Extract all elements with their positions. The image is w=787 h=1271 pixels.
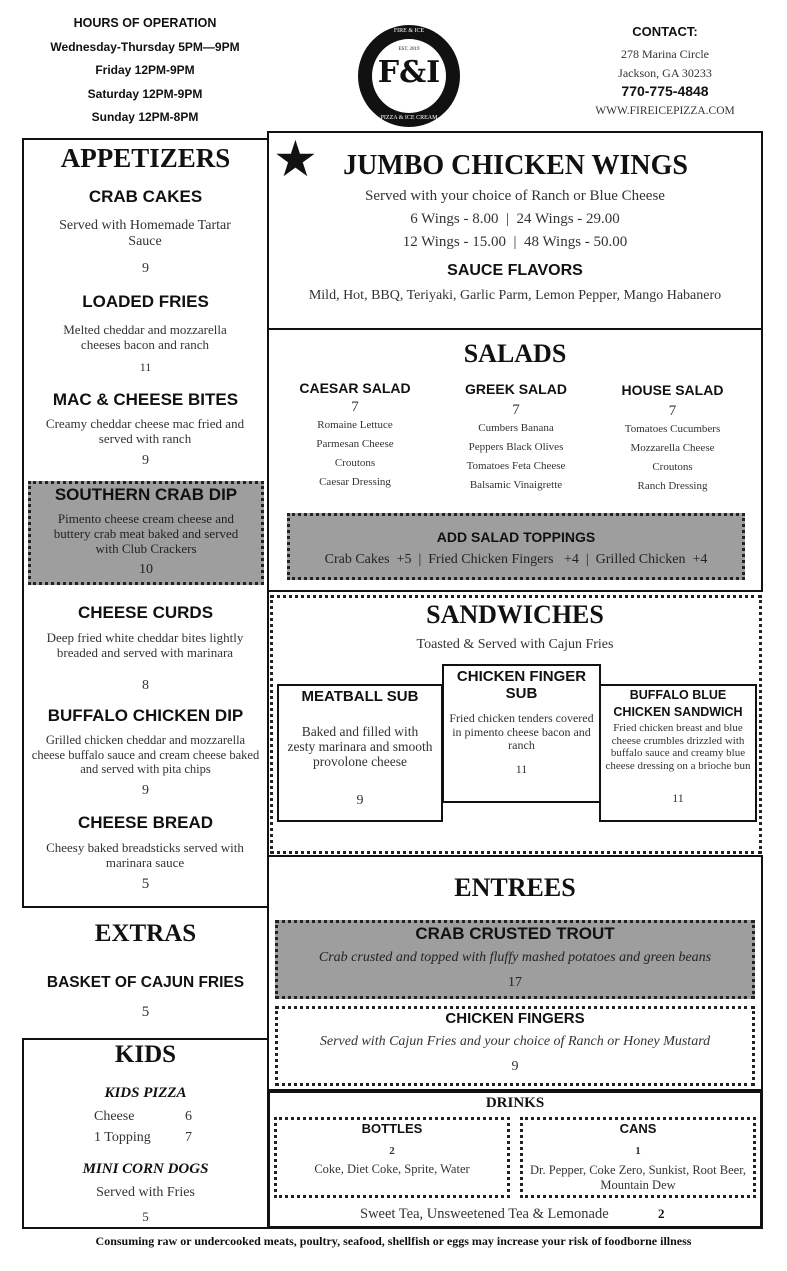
wings-prices: 6 Wings - 8.00 | 24 Wings - 29.00 xyxy=(410,211,620,227)
option-price: 6 xyxy=(185,1109,192,1124)
item-price: 9 xyxy=(142,453,149,468)
item-desc: Dr. Pepper, Coke Zero, Sunkist, Root Beer, Mountain Dew xyxy=(530,1163,746,1192)
item-name: KIDS PIZZA xyxy=(104,1085,187,1101)
contact-title: CONTACT: xyxy=(632,24,698,39)
item-desc: Served with Homemade Tartar Sauce xyxy=(59,218,231,249)
item-price: 8 xyxy=(142,678,149,693)
item-name: BASKET OF CAJUN FRIES xyxy=(46,974,245,991)
tea-list: Sweet Tea, Unsweetened Tea & Lemonade xyxy=(360,1206,609,1222)
ingredient: Tomatoes Feta Cheese xyxy=(466,460,566,472)
item-desc: Deep fried white cheddar bites lightly breaded and served with marinara xyxy=(46,630,244,660)
option-price: 7 xyxy=(185,1130,192,1145)
option-label: 1 Topping xyxy=(94,1130,151,1145)
item-name: MAC & CHEESE BITES xyxy=(52,390,239,409)
salad-toppings-box xyxy=(287,513,745,580)
item-price: 7 xyxy=(668,403,677,419)
ingredient: Croutons xyxy=(334,457,376,469)
hours-line: Friday 12PM-9PM xyxy=(95,63,195,77)
appetizers-title: APPETIZERS xyxy=(60,143,231,173)
item-price: 5 xyxy=(142,1209,149,1224)
item-name: CHEESE CURDS xyxy=(77,603,214,622)
item-name: MEATBALL SUB xyxy=(301,688,419,705)
item-name: CANS xyxy=(619,1121,657,1136)
logo-text: F&I xyxy=(377,55,441,90)
ingredient: Romaine Lettuce xyxy=(317,419,393,431)
hours-line: Wednesday-Thursday 5PM—9PM xyxy=(50,40,240,54)
wings-subtitle: Served with your choice of Ranch or Blue Cheese xyxy=(365,188,665,204)
item-price: 9 xyxy=(356,793,364,808)
item-price: 7 xyxy=(512,402,520,418)
item-price: 17 xyxy=(508,975,522,990)
ingredient: Balsamic Vinaigrette xyxy=(469,479,563,491)
item-desc: Crab crusted and topped with fluffy mashed potatoes and green beans xyxy=(318,950,712,965)
option-label: Cheese xyxy=(94,1109,135,1124)
kids-title: KIDS xyxy=(114,1041,177,1068)
item-name: CRAB CAKES xyxy=(88,187,203,206)
item-price: 5 xyxy=(141,876,150,892)
address-line: 278 Marina Circle xyxy=(621,47,709,61)
item-desc: Served with Cajun Fries and your choice of Ranch or Honey Mustard xyxy=(319,1034,711,1049)
sauce-title: SAUCE FLAVORS xyxy=(447,262,583,279)
salad-item xyxy=(605,382,740,496)
ingredient: Parmesan Cheese xyxy=(316,438,394,450)
item-name: SOUTHERN CRAB DIP xyxy=(54,485,238,504)
item-price: 2 xyxy=(389,1145,395,1157)
item-desc: Fried chicken tenders covered in pimento cheese bacon and ranch xyxy=(449,711,594,752)
logo-ring-bottom: PIZZA & ICE CREAM xyxy=(380,115,438,121)
item-name: BUFFALO BLUE CHICKEN SANDWICH xyxy=(613,688,743,719)
item-desc: Pimento cheese cream cheese and buttery crab meat baked and served with Club Crackers xyxy=(53,511,239,556)
ingredient: Croutons xyxy=(652,461,693,473)
item-desc: Melted cheddar and mozzarella cheeses bacon and ranch xyxy=(63,322,227,352)
ingredient: Caesar Dressing xyxy=(319,476,391,488)
item-desc: Grilled chicken cheddar and mozzarella cheese buffalo sauce and cream cheese baked and served with pita chips xyxy=(31,733,260,776)
item-price: 7 xyxy=(351,399,359,415)
item-name: CHEESE BREAD xyxy=(77,813,214,832)
ingredient: Tomatoes Cucumbers xyxy=(624,423,721,435)
toppings-list: Crab Cakes +5 | Fried Chicken Fingers +4 | Grilled Chicken +4 xyxy=(324,552,708,567)
item-price: 1 xyxy=(635,1145,641,1157)
item-price: 9 xyxy=(142,261,149,276)
item-desc: Creamy cheddar cheese mac fried and served with ranch xyxy=(45,416,245,446)
item-desc: Cheesy baked breadsticks served with marinara sauce xyxy=(46,840,244,870)
tea-price: 2 xyxy=(658,1206,665,1221)
drinks-title: DRINKS xyxy=(485,1095,545,1111)
sandwiches-title: SANDWICHES xyxy=(426,600,604,629)
hours-title: HOURS OF OPERATION xyxy=(73,16,217,30)
salad-item xyxy=(290,380,420,492)
ingredient: Peppers Black Olives xyxy=(468,441,564,453)
sandwiches-subtitle: Toasted & Served with Cajun Fries xyxy=(416,637,614,652)
item-price: 5 xyxy=(141,1004,150,1020)
wings-title: JUMBO CHICKEN WINGS xyxy=(343,150,688,181)
extras-title: EXTRAS xyxy=(94,920,197,947)
item-price: 11 xyxy=(672,791,684,805)
food-safety-disclaimer: Consuming raw or undercooked meats, poultry, seafood, shellfish or eggs may increase your risk of foodborne illness xyxy=(95,1234,692,1248)
logo-est: EST. 2019 xyxy=(398,47,420,52)
item-desc: Served with Fries xyxy=(96,1185,195,1200)
logo-ring-top: FIRE & ICE xyxy=(393,28,425,34)
wings-prices: 12 Wings - 15.00 | 48 Wings - 50.00 xyxy=(402,234,628,250)
item-name: CHICKEN FINGER SUB xyxy=(456,668,587,702)
item-name: LOADED FRIES xyxy=(82,292,209,311)
item-name: HOUSE SALAD xyxy=(621,382,724,398)
item-name: CAESAR SALAD xyxy=(299,380,411,396)
ingredient: Ranch Dressing xyxy=(637,480,708,492)
ingredient: Mozzarella Cheese xyxy=(630,442,715,454)
sauce-list: Mild, Hot, BBQ, Teriyaki, Garlic Parm, Lemon Pepper, Mango Habanero xyxy=(308,288,722,303)
salad-item xyxy=(446,381,586,495)
item-name: MINI CORN DOGS xyxy=(82,1161,209,1177)
phone[interactable]: 770-775-4848 xyxy=(621,83,709,99)
hours-line: Sunday 12PM-8PM xyxy=(91,110,199,124)
salads-title: SALADS xyxy=(463,339,567,368)
logo xyxy=(358,25,460,127)
item-name: BUFFALO CHICKEN DIP xyxy=(47,706,244,725)
item-desc: Coke, Diet Coke, Sprite, Water xyxy=(314,1162,470,1176)
item-name: CHICKEN FINGERS xyxy=(445,1010,585,1027)
star-icon: ★ xyxy=(273,131,318,187)
address-line: Jackson, GA 30233 xyxy=(618,66,712,80)
item-name: BOTTLES xyxy=(361,1121,423,1136)
item-desc: Baked and filled with zesty marinara and smooth provolone cheese xyxy=(287,724,433,769)
entrees-title: ENTREES xyxy=(454,873,576,902)
item-name: CRAB CRUSTED TROUT xyxy=(415,924,615,943)
item-price: 11 xyxy=(139,360,152,374)
item-price: 9 xyxy=(511,1059,519,1074)
item-price: 10 xyxy=(139,562,153,577)
ingredient: Cumbers Banana xyxy=(478,422,554,434)
item-name: GREEK SALAD xyxy=(465,381,567,397)
website-link[interactable]: WWW.FIREICEPIZZA.COM xyxy=(595,105,735,117)
item-price: 9 xyxy=(142,783,149,798)
toppings-title: ADD SALAD TOPPINGS xyxy=(436,529,596,545)
hours-line: Saturday 12PM-9PM xyxy=(87,87,203,101)
item-price: 11 xyxy=(515,762,528,776)
item-desc: Fried chicken breast and blue cheese crumbles drizzled with buffalo sauce and creamy blue cheese dressing on a brioche bun xyxy=(605,722,751,772)
